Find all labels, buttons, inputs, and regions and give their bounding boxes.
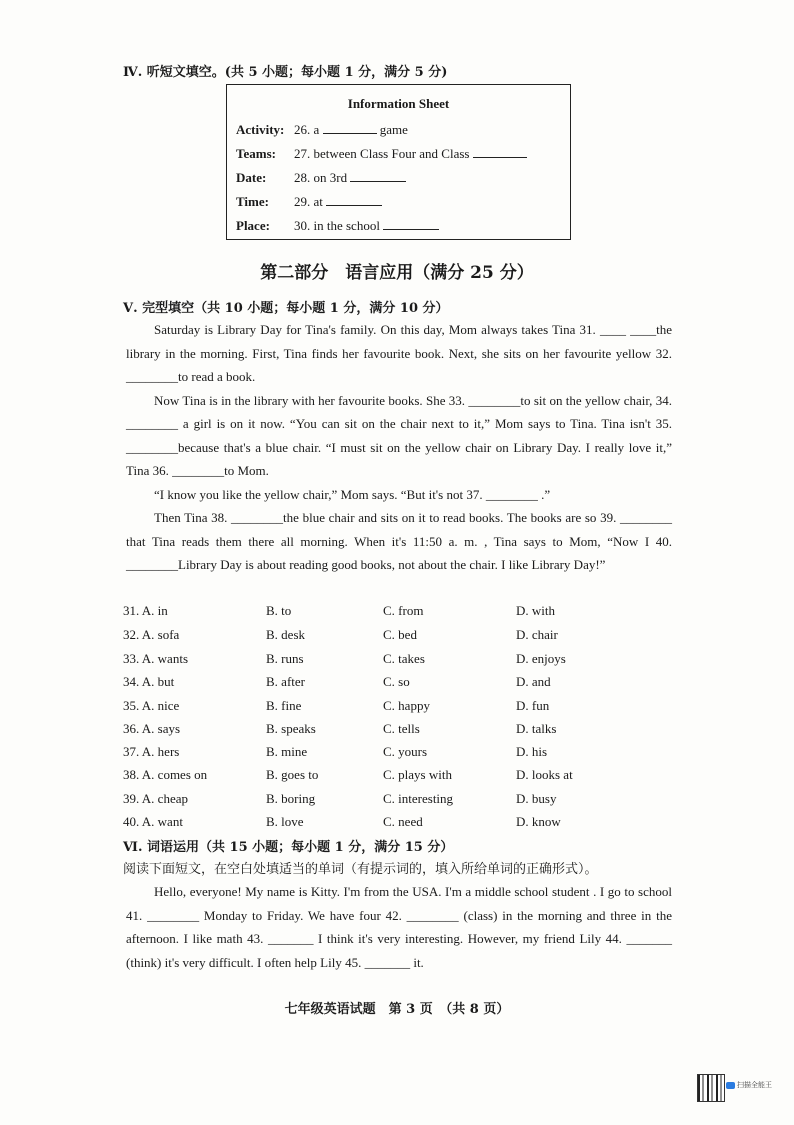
option-33-c[interactable]: C. takes [383, 651, 425, 666]
option-31-b[interactable]: B. to [266, 603, 292, 618]
answer-blank-26[interactable] [323, 121, 377, 134]
answer-blank-29[interactable] [326, 193, 382, 206]
option-34-c[interactable]: C. so [383, 674, 410, 689]
option-row-37: 37. A. hers [123, 744, 180, 759]
sheet-row-teams: Teams: 27. between Class Four and Class [236, 145, 527, 162]
information-sheet [226, 84, 571, 240]
option-36-d[interactable]: D. talks [516, 721, 557, 736]
option-34-d[interactable]: D. and [516, 674, 551, 689]
sheet-row-time: Time: 29. at [236, 193, 382, 210]
option-36-b[interactable]: B. speaks [266, 721, 316, 736]
option-37-d[interactable]: D. his [516, 744, 548, 759]
option-row-39: 39. A. cheap [123, 791, 188, 806]
option-row-36: 36. A. says [123, 721, 181, 736]
option-row-38: 38. A. comes on [123, 767, 208, 782]
option-35-b[interactable]: B. fine [266, 698, 302, 713]
option-40-b[interactable]: B. love [266, 814, 304, 829]
option-40-c[interactable]: C. need [383, 814, 423, 829]
option-row-33: 33. A. wants [123, 651, 189, 666]
cloze-paragraph: Now Tina is in the library with her favourite books. She 33. ________to sit on the yellow chair, 34. ________ a girl is on it now. “You can sit on the chair next to it,” Mom says to Tina. Tina isn't 35. ________because that's a blue chair. “I must sit on the yellow chair on Library Day. I really love it,” Tina 36. ________to Mom. [126, 392, 672, 478]
cloze-paragraph: Then Tina 38. ________the blue chair and sits on it to read books. The books are so 39. ________ that Tina reads them there all morning. When it's 11:50 a. m. , Tina says to Mom, “Now I 40. ________Library Day is about reading good books, not about the chair. I like Library Day!” [126, 510, 672, 572]
sheet-row-date: Date: 28. on 3rd [236, 169, 406, 186]
sheet-row-activity: Activity: 26. a game [236, 122, 408, 137]
option-35-d[interactable]: D. fun [516, 698, 550, 713]
answer-blank-30[interactable] [383, 217, 439, 230]
option-38-d[interactable]: D. looks at [516, 767, 573, 782]
section-6-instruction: 阅读下面短文，在空白处填适当的单词（有提示词的，填入所给单词的正确形式）。 [123, 862, 598, 877]
section-5-title: Ⅴ. 完型填空（共 10 小题；每小题 1 分，满分 10 分） [123, 301, 449, 316]
option-39-b[interactable]: B. boring [266, 791, 316, 806]
option-35-c[interactable]: C. happy [383, 698, 430, 713]
word-use-passage [126, 880, 672, 974]
option-row-35: 35. A. nice [123, 698, 180, 713]
part-2-title: 第二部分 语言应用（满分 25 分） [260, 263, 534, 283]
option-40-d[interactable]: D. know [516, 814, 561, 829]
option-36-c[interactable]: C. tells [383, 721, 420, 736]
answer-blank-27[interactable] [473, 145, 527, 158]
option-39-c[interactable]: C. interesting [383, 791, 454, 806]
option-33-b[interactable]: B. runs [266, 651, 304, 666]
option-38-b[interactable]: B. goes to [266, 767, 319, 782]
word-use-paragraph: Hello, everyone! My name is Kitty. I'm from the USA. I'm a middle school student . I go to school 41. ________ Monday to Friday. We have four 42. ________ (class) in the morning and three in the afternoon. I like math 43. _______ I think it's very interesting. However, my friend Lily 44. _______ (think) it's very difficult. I often help Lily 45. _______ it. [126, 884, 672, 970]
scanner-watermark: 扫描全能王 [726, 1080, 772, 1090]
option-row-32: 32. A. sofa [123, 627, 180, 642]
sheet-row-place: Place: 30. in the school [236, 217, 439, 234]
answer-blank-28[interactable] [350, 169, 406, 182]
option-row-34: 34. A. but [123, 674, 175, 689]
option-33-d[interactable]: D. enjoys [516, 651, 566, 666]
cloze-paragraph: “I know you like the yellow chair,” Mom says. “But it's not 37. ________ .” [154, 486, 551, 502]
information-sheet-title: Information Sheet [347, 96, 450, 111]
option-37-b[interactable]: B. mine [266, 744, 308, 759]
option-37-c[interactable]: C. yours [383, 744, 428, 759]
option-38-c[interactable]: C. plays with [383, 767, 452, 782]
option-row-40: 40. A. want [123, 814, 183, 829]
option-31-d[interactable]: D. with [516, 603, 555, 618]
option-39-d[interactable]: D. busy [516, 791, 557, 806]
option-31-c[interactable]: C. from [383, 603, 424, 618]
option-32-c[interactable]: C. bed [383, 627, 417, 642]
scanner-logo-icon [726, 1082, 735, 1089]
cloze-passage [126, 318, 672, 577]
qr-code-icon [697, 1074, 725, 1102]
page-footer: 七年级英语试题 第 3 页 （共 8 页） [284, 1002, 510, 1017]
cloze-paragraph: Saturday is Library Day for Tina's family. On this day, Mom always takes Tina 31. ____ ____the library in the morning. First, Tina finds her favourite book. Next, she sits on her favourite yellow 32. ________to read a book. [126, 322, 672, 384]
option-32-d[interactable]: D. chair [516, 627, 558, 642]
section-4-title: Ⅳ. 听短文填空。(共 5 小题；每小题 1 分，满分 5 分) [123, 65, 448, 80]
option-row-31: 31. A. in [123, 603, 168, 618]
option-32-b[interactable]: B. desk [266, 627, 305, 642]
option-34-b[interactable]: B. after [266, 674, 305, 689]
section-6-title: Ⅵ. 词语运用（共 15 小题；每小题 1 分，满分 15 分） [123, 840, 454, 855]
